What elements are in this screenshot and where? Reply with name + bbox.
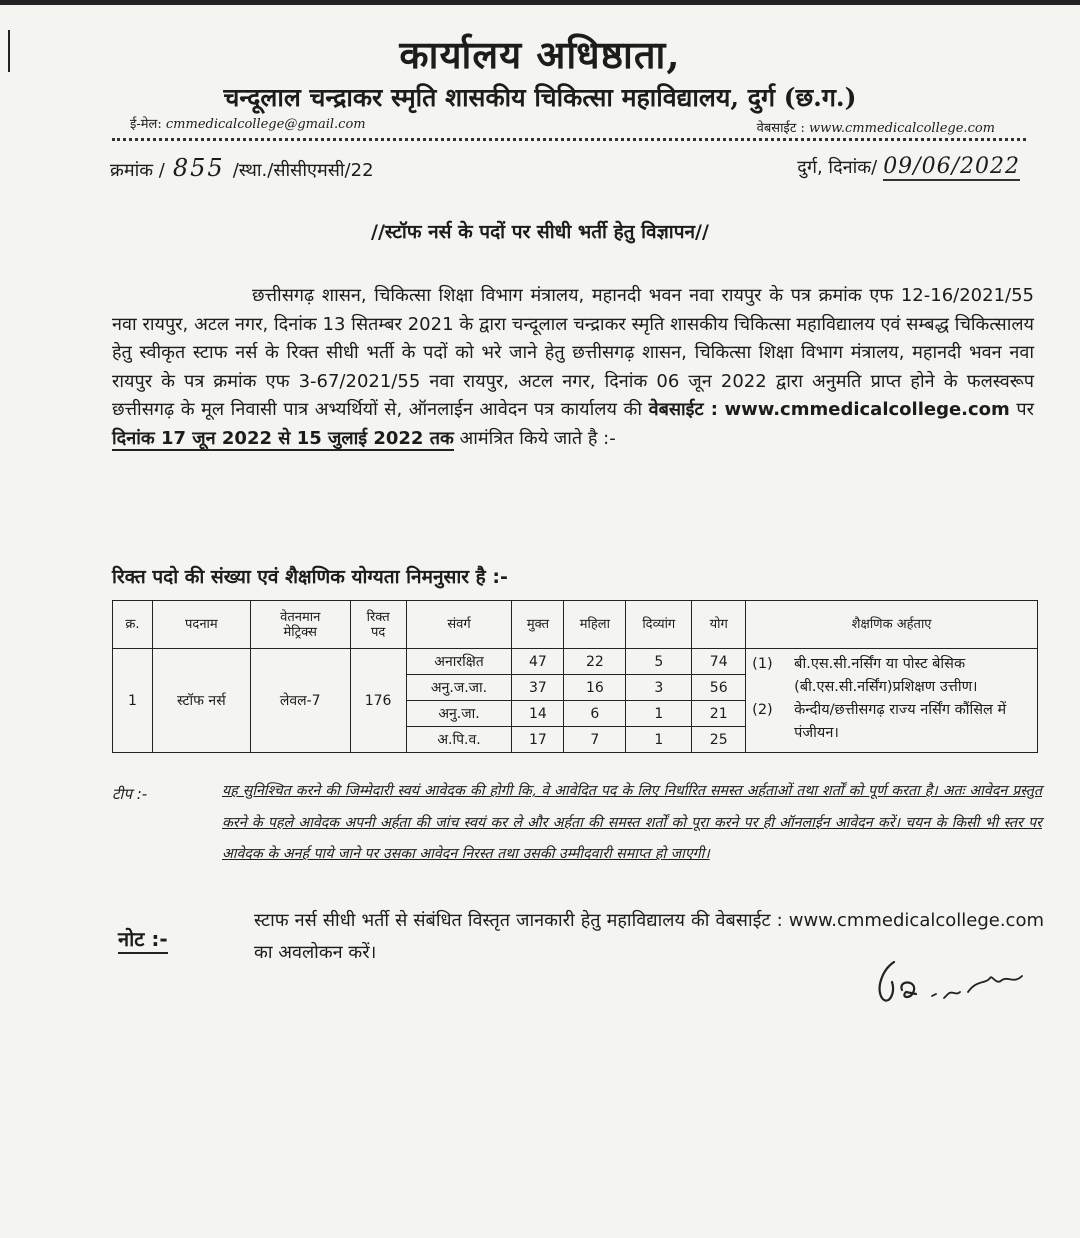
cell-total: 25: [692, 727, 746, 753]
signature-icon: [872, 950, 1042, 1020]
header-category: संवर्ग: [406, 601, 512, 649]
header-pay-line2: मेट्रिक्स: [283, 624, 317, 640]
tip-body: यह सुनिश्चित करने की जिम्मेदारी स्वयं आवेदक की होगी कि, वे आवेदित पद के लिए निर्धारित समस्त अर्हताओं तथा शर्तों को पूर्ण करता है। अतः आवेदन प्रस्तुत करने के पहले आवेदक अपनी अर्हता की जांच स्वयं कर ले और अर्हता की समस्त शर्तों को पूरा करने पर ही ऑनलाईन आवेदन करें। चयन के किसी भी स्तर पर आवेदक के अनर्ह पाये जाने पर उसका आवेदन निरस्त तथा उसकी उम्मीदवारी समाप्त हो जाएगी।: [222, 783, 1042, 862]
advertisement-title: //स्टॉफ नर्स के पदों पर सीधी भर्ती हेतु विज्ञापन//: [371, 221, 709, 243]
cell-vacant: 176: [350, 649, 406, 753]
cell-qualifications: [746, 649, 1038, 753]
cell-women: 22: [564, 649, 626, 675]
qualification-text: बी.एस.सी.नर्सिंग या पोस्ट बेसिक (बी.एस.सी.नर्सिंग)प्रशिक्षण उत्तीण।: [794, 656, 978, 695]
cell-total: 56: [692, 675, 746, 701]
header-unreserved: मुक्त: [512, 601, 564, 649]
top-border: [0, 0, 1080, 5]
cell-unreserved: 14: [512, 701, 564, 727]
cell-women: 7: [564, 727, 626, 753]
paragraph-end: आमंत्रित किये जाते है :-: [459, 427, 616, 449]
cell-unreserved: 37: [512, 675, 564, 701]
qualification-text: केन्दीय/छत्तीसगढ़ राज्य नर्सिंग कौंसिल में पंजीयन।: [794, 702, 1007, 741]
website-line: [757, 118, 995, 136]
note-label: नोट :-: [118, 925, 168, 954]
header-qualification: शैक्षणिक अर्हताए: [746, 601, 1038, 649]
cell-disabled: 5: [626, 649, 692, 675]
cell-post: स्टॉफ नर्स: [152, 649, 250, 753]
qualification-item: [752, 699, 1033, 745]
cell-disabled: 3: [626, 675, 692, 701]
tip-text: [222, 776, 1042, 871]
vacancy-heading: रिक्त पदो की संख्या एवं शैक्षणिक योग्यता निमनुसार है :-: [112, 566, 508, 588]
issue-date: [797, 154, 1020, 179]
date-label: दुर्ग, दिनांक/: [797, 157, 878, 178]
header-women: महिला: [564, 601, 626, 649]
cell-disabled: 1: [626, 727, 692, 753]
qualification-number: (1): [752, 656, 773, 672]
reference-suffix: /स्था./सीसीएमसी/22: [232, 160, 374, 181]
office-title: कार्यालय अधिष्ठाता,: [399, 32, 681, 77]
header-post: पदनाम: [152, 601, 250, 649]
paragraph-website-label: वेबसाईट :: [648, 399, 718, 421]
cell-sno: 1: [113, 649, 153, 753]
cell-unreserved: 47: [512, 649, 564, 675]
cell-category: अनु.जा.: [406, 701, 512, 727]
email-label: ई-मेल:: [130, 117, 162, 132]
main-paragraph: [112, 282, 1034, 454]
note-body: स्टाफ नर्स सीधी भर्ती से संबंधित विस्तृत जानकारी हेतु महाविद्यालय की वेबसाईट :: [254, 910, 783, 931]
website-url[interactable]: www.cmmedicalcollege.com: [809, 121, 995, 136]
qualification-number: (2): [752, 702, 773, 718]
application-date-range: दिनांक 17 जून 2022 से 15 जुलाई 2022 तक: [112, 427, 454, 449]
header-pay: [250, 601, 350, 649]
email-address[interactable]: cmmedicalcollege@gmail.com: [165, 117, 366, 132]
email-line: [130, 114, 366, 132]
note-website[interactable]: www.cmmedicalcollege.com: [788, 910, 1044, 931]
date-handwritten: 09/06/2022: [883, 154, 1020, 179]
header-total: योग: [692, 601, 746, 649]
tip-label: टीप :-: [112, 785, 148, 803]
cell-women: 6: [564, 701, 626, 727]
header-pay-line1: वेतनमान: [280, 609, 321, 625]
cell-women: 16: [564, 675, 626, 701]
reference-handwritten-number: 855: [172, 154, 225, 182]
cell-pay-level: लेवल-7: [250, 649, 350, 753]
cell-unreserved: 17: [512, 727, 564, 753]
table-row: [113, 649, 1038, 675]
table-header-row: [113, 601, 1038, 649]
cell-category: अनारक्षित: [406, 649, 512, 675]
cell-category: अ.पि.व.: [406, 727, 512, 753]
paragraph-on: पर: [1016, 399, 1034, 421]
cell-disabled: 1: [626, 701, 692, 727]
note-end: का अवलोकन करें।: [254, 942, 377, 963]
cell-total: 74: [692, 649, 746, 675]
paragraph-text: छत्तीसगढ़ शासन, चिकित्सा शिक्षा विभाग मंत्रालय, महानदी भवन नवा रायपुर के पत्र क्रमांक एफ 12-16/2021/55 नवा रायपुर, अटल नगर, दिनांक 13 सितम्बर 2021 के द्वारा चन्दूलाल चन्द्राकर स्मृति शासकीय चिकित्सा महाविद्यालय एवं सम्बद्ध चिकित्सालय हेतु स्वीकृत स्टाफ नर्स के रिक्त सीधी भर्ती के पदों को भरे जाने हेतु छत्तीसगढ़ शासन, चिकित्सा शिक्षा विभाग मंत्रालय, महानदी भवन नवा रायपुर के पत्र क्रमांक एफ 3-67/2021/55 नवा रायपुर, अटल नगर, दिनांक 06 जून 2022 द्वारा अनुमति प्राप्त होने के फलस्वरूप छत्तीसगढ़ के मूल निवासी पात्र अभ्यर्थियों से, ऑनलाईन आवेदन पत्र कार्यालय की: [112, 285, 1034, 421]
vacancy-table: [112, 600, 1038, 753]
qualification-item: [752, 653, 1033, 699]
header-vacant: [350, 601, 406, 649]
header-vacant-line1: रिक्त: [366, 609, 390, 625]
paragraph-website[interactable]: www.cmmedicalcollege.com: [724, 399, 1010, 421]
header-vacant-line2: पद: [370, 624, 386, 640]
header-sno: क्र.: [113, 601, 153, 649]
website-label: वेबसाईट :: [756, 121, 805, 136]
cell-total: 21: [692, 701, 746, 727]
header-divider: [112, 138, 1026, 141]
reference-prefix: क्रमांक /: [110, 160, 165, 181]
college-name: चन्दूलाल चन्द्राकर स्मृति शासकीय चिकित्सा महाविद्यालय, दुर्ग (छ.ग.): [223, 83, 857, 112]
reference-number: [110, 154, 374, 182]
cell-category: अनु.ज.जा.: [406, 675, 512, 701]
header-disabled: दिव्यांग: [626, 601, 692, 649]
